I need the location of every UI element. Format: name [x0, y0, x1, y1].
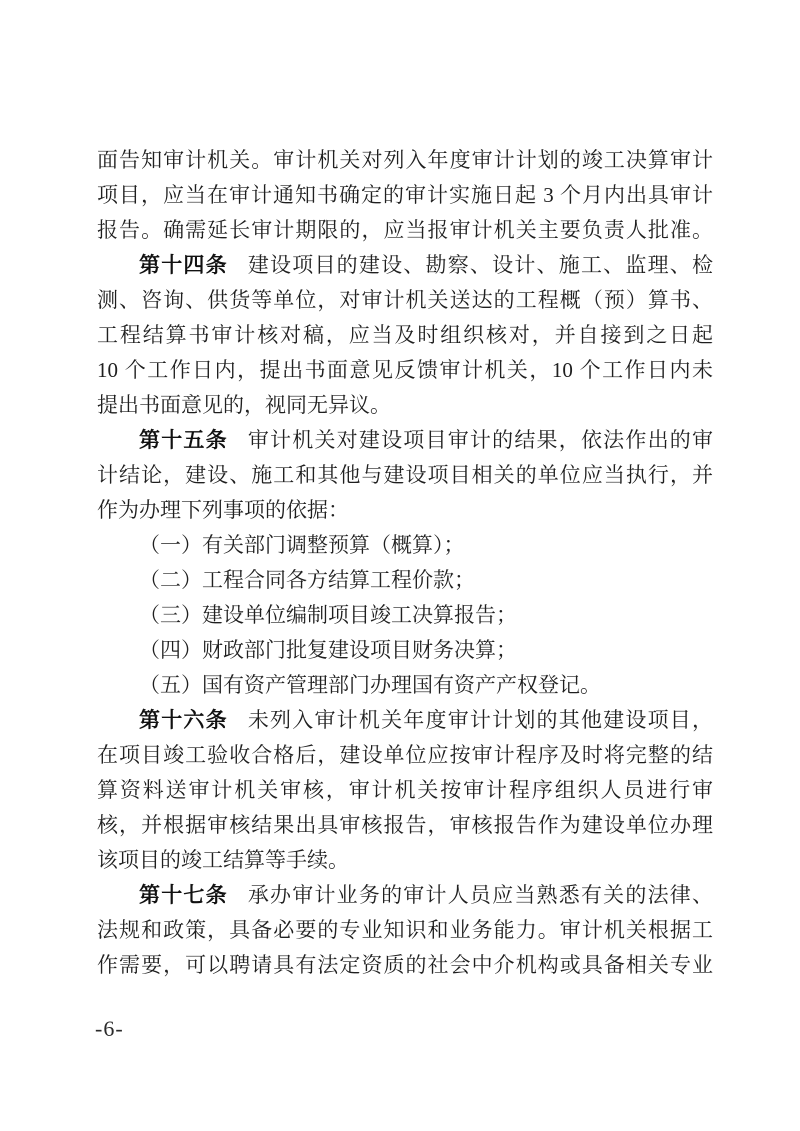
text-line: [97, 283, 713, 318]
line-text: 未列入审计机关年度审计计划的其他建设项目，: [247, 708, 714, 732]
text-line: [97, 493, 713, 528]
text-line: [97, 458, 713, 493]
text-line: [97, 913, 713, 948]
article-heading-line: [97, 878, 713, 913]
page-number: -6-: [95, 1016, 124, 1041]
text-line: [97, 388, 713, 423]
line-text: 报告。确需延长审计期限的，应当报审计机关主要负责人批准。: [97, 218, 713, 242]
line-text: 核，并根据审核结果出具审核报告，审核报告作为建设单位办理: [97, 813, 713, 837]
article-heading-line: [97, 248, 713, 283]
line-text: 10 个工作日内，提出书面意见反馈审计机关，10 个工作日内未: [97, 358, 713, 382]
article-number: 第十六条: [139, 709, 228, 732]
line-text: 法规和政策，具备必要的专业知识和业务能力。审计机关根据工: [97, 918, 713, 942]
line-text: 该项目的竣工结算等手续。: [97, 848, 349, 872]
article-number: 第十四条: [139, 254, 228, 277]
body-text: [97, 143, 713, 983]
line-text: 工程结算书审计核对稿，应当及时组织核对，并自接到之日起: [97, 323, 713, 347]
text-line: [97, 843, 713, 878]
list-item-line: [97, 563, 713, 598]
line-text: 承办审计业务的审计人员应当熟悉有关的法律、: [247, 883, 714, 907]
line-text: 测、咨询、供货等单位，对审计机关送达的工程概（预）算书、: [97, 288, 713, 312]
article-heading-line: [97, 703, 713, 738]
line-text: （一）有关部门调整预算（概算）；: [139, 533, 465, 557]
line-text: 计结论，建设、施工和其他与建设项目相关的单位应当执行，并: [97, 463, 713, 487]
line-text: 审计机关对建设项目审计的结果，依法作出的审: [247, 428, 714, 452]
line-text: 作需要，可以聘请具有法定资质的社会中介机构或具备相关专业: [97, 953, 713, 977]
line-text: 提出书面意见的，视同无异议。: [97, 393, 391, 417]
line-text: （三）建设单位编制项目竣工决算报告；: [139, 603, 517, 627]
list-item-line: [97, 668, 713, 703]
list-item-line: [97, 598, 713, 633]
text-line: [97, 213, 713, 248]
list-item-line: [97, 633, 713, 668]
article-number: 第十五条: [139, 429, 228, 452]
text-line: [97, 773, 713, 808]
line-text: 在项目竣工验收合格后，建设单位应按审计程序及时将完整的结: [97, 743, 713, 767]
line-text: 算资料送审计机关审核，审计机关按审计程序组织人员进行审: [97, 778, 713, 802]
line-text: 建设项目的建设、勘察、设计、施工、监理、检: [247, 253, 714, 277]
text-line: [97, 948, 713, 983]
line-text: （四）财政部门批复建设项目财务决算；: [139, 638, 517, 662]
article-number: 第十七条: [139, 884, 228, 907]
line-text: （五）国有资产管理部门办理国有资产产权登记。: [139, 673, 601, 697]
line-text: 项目，应当在审计通知书确定的审计实施日起 3 个月内出具审计: [97, 183, 713, 207]
list-item-line: [97, 528, 713, 563]
line-text: 面告知审计机关。审计机关对列入年度审计计划的竣工决算审计: [97, 148, 713, 172]
text-line: [97, 178, 713, 213]
text-line: [97, 353, 713, 388]
text-line: [97, 738, 713, 773]
line-text: （二）工程合同各方结算工程价款；: [139, 568, 475, 592]
article-heading-line: [97, 423, 713, 458]
text-line: [97, 318, 713, 353]
line-text: 作为办理下列事项的依据：: [97, 498, 349, 522]
text-line: [97, 143, 713, 178]
text-line: [97, 808, 713, 843]
